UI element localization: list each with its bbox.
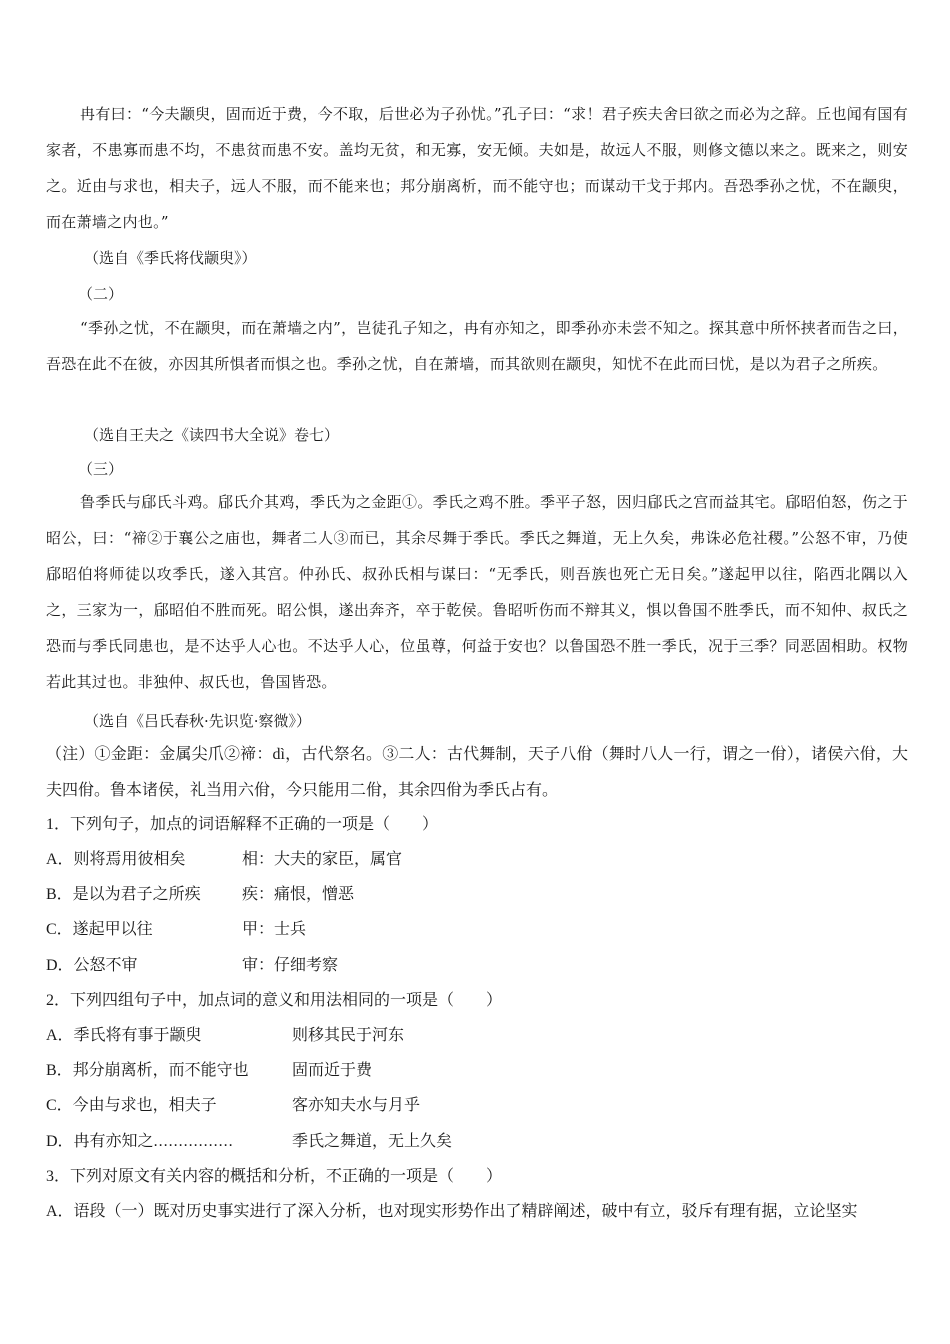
option-label: C．遂起甲以往 <box>46 921 153 938</box>
option-gloss: 甲：士兵 <box>242 921 307 938</box>
question-1-stem: 1．下列句子，加点的词语解释不正确的一项是（ ） <box>46 816 439 833</box>
question-2-option-b <box>46 1053 373 1089</box>
passage-3-heading: （三） <box>78 460 124 478</box>
question-2-option-d <box>46 1124 453 1160</box>
question-2-stem: 2．下列四组句子中，加点词的意义和用法相同的一项是（ ） <box>46 992 503 1009</box>
passage-1-source: （选自《季氏将伐颛臾》） <box>84 249 257 267</box>
option-label: D．冉有亦知之 <box>46 1133 154 1150</box>
passage-2-text: “季孙之忧，不在颛臾，而在萧墙之内”，岂徒孔子知之，冉有亦知之，即季孙亦未尝不知之。探其意中所怀挟者而告之曰，吾恐在此不在彼，亦因其所惧者而惧之也。季孙之忧，自在萧墙，而其欲则在颛臾，知忧不在此而曰忧，是以为君子之所疾。 <box>46 319 908 373</box>
question-3-option-a: A．语段（一）既对历史事实进行了深入分析，也对现实形势作出了精辟阐述，破中有立，驳斥有理有据，立论坚实 <box>46 1203 858 1220</box>
passage-1-text: 冉有曰：“今夫颛臾，固而近于费，今不取，后世必为子孙忧。”孔子曰：“求！君子疾夫舍曰欲之而必为之辞。丘也闻有国有家者，不患寡而患不均，不患贫而患不安。盖均无贫，和无寡，安无倾。夫如是，故远人不服，则修文德以来之。既来之，则安之。近由与求也，相夫子，远人不服，而不能来也；邦分崩离析，而不能守也；而谋动干戈于邦内。吾恐季孙之忧，不在颛臾，而在萧墙之内也。” <box>46 105 908 231</box>
option-gloss: 季氏之舞道，无上久矣 <box>292 1133 453 1150</box>
option-gloss: 审：仔细考察 <box>242 957 339 974</box>
question-3-stem: 3．下列对原文有关内容的概括和分析，不正确的一项是（ ） <box>46 1168 503 1185</box>
question-2-option-a <box>46 1018 405 1054</box>
passage-3-source: （选自《吕氏春秋·先识览·察微》） <box>84 712 312 730</box>
option-label: D．公怒不审 <box>46 957 138 974</box>
passage-2-source: （选自王夫之《读四书大全说》卷七） <box>84 426 340 444</box>
option-label: C．今由与求也，相夫子 <box>46 1097 217 1114</box>
passage-2-heading: （二） <box>78 285 124 303</box>
question-1-option-d <box>46 948 339 984</box>
option-label: A．季氏将有事于颛臾 <box>46 1027 202 1044</box>
annotation-note: （注）①金距：金属尖爪②禘：dì，古代祭名。③二人：古代舞制，天子八佾（舞时八人一行，谓之一佾），诸侯六佾，大夫四佾。鲁本诸侯，礼当用六佾，今只能用二佾，其余四佾为季氏占有。 <box>46 746 908 799</box>
option-gloss: 固而近于费 <box>292 1062 373 1079</box>
option-label: B．是以为君子之所疾 <box>46 886 201 903</box>
option-gloss: 则移其民于河东 <box>292 1027 405 1044</box>
option-label: B．邦分崩离析，而不能守也 <box>46 1062 249 1079</box>
question-2-option-c <box>46 1088 421 1124</box>
question-1-option-c <box>46 912 307 948</box>
option-gloss: 相：大夫的家臣，属官 <box>242 851 403 868</box>
dotted-leader: ................ <box>153 1133 234 1150</box>
option-gloss: 疾：痛恨，憎恶 <box>242 886 355 903</box>
option-gloss: 客亦知夫水与月乎 <box>292 1097 421 1114</box>
passage-3-text: 鲁季氏与郈氏斗鸡。郈氏介其鸡，季氏为之金距①。季氏之鸡不胜。季平子怒，因归郈氏之宫而益其宅。郈昭伯怒，伤之于昭公，曰：“禘②于襄公之庙也，舞者二人③而已，其余尽舞于季氏。季氏之舞道，无上久矣，弗诛必危社稷。”公怒不审，乃使郈昭伯将师徒以攻季氏，遂入其宫。仲孙氏、叔孙氏相与谋曰：“无季氏，则吾族也死亡无日矣。”遂起甲以往，陷西北隅以入之，三家为一，郈昭伯不胜而死。昭公惧，遂出奔齐，卒于乾侯。鲁昭听伤而不辩其义，惧以鲁国不胜季氏，而不知仲、叔氏之恐而与季氏同患也，是不达乎人心也。不达乎人心，位虽尊，何益于安也？以鲁国恐不胜一季氏，况于三季？同恶固相助。权物若此其过也。非独仲、叔氏也，鲁国皆恐。 <box>46 493 908 691</box>
question-1-option-a <box>46 842 403 878</box>
question-1-option-b <box>46 877 355 913</box>
option-label: A．则将焉用彼相矣 <box>46 851 186 868</box>
